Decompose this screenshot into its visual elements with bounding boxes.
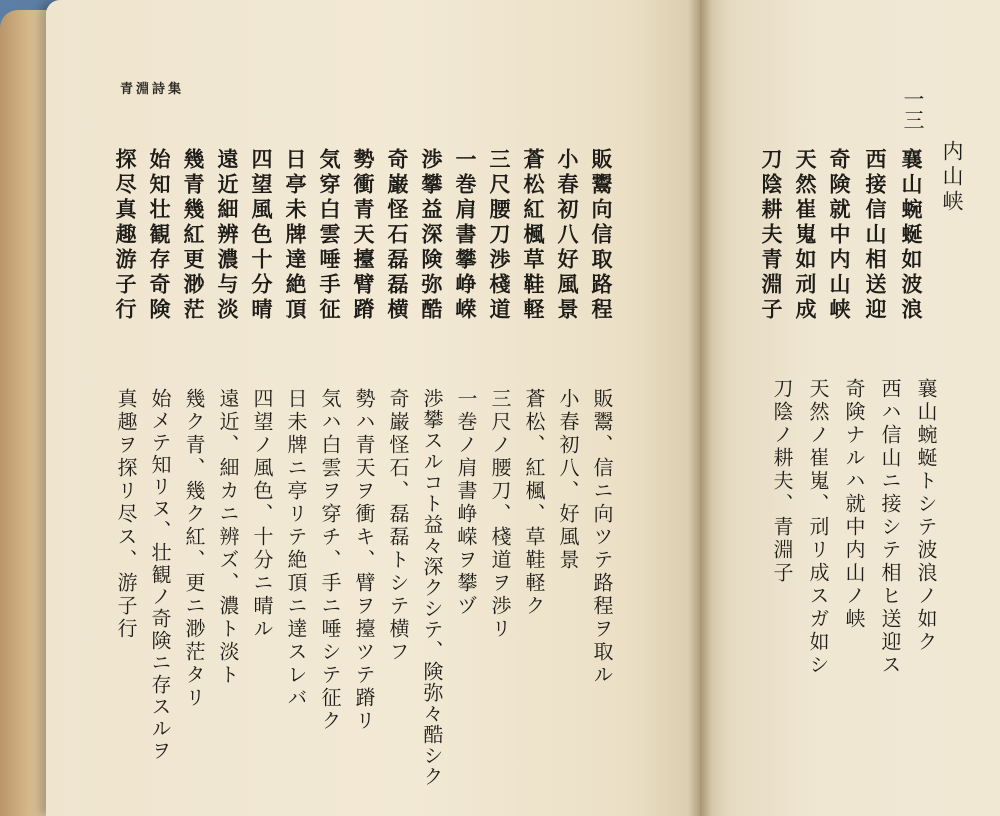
right-original-line: 襄山蜿蜒如波浪 bbox=[899, 148, 924, 323]
left-original-line: 始知壮観存奇険 bbox=[147, 148, 172, 323]
right-original-line: 天然崔嵬如刓成 bbox=[793, 148, 818, 323]
left-reading-line: 気ハ白雲ヲ穿チ、手ニ唾シテ征ク bbox=[318, 388, 342, 733]
left-original-line: 四望風色十分晴 bbox=[249, 148, 274, 323]
poem-title: 内山峡 bbox=[940, 140, 964, 215]
right-reading-line: 天然ノ崔嵬、刓リ成スガ如シ bbox=[806, 378, 830, 677]
left-reading-line: 始メテ知リヌ、壮観ノ奇険ニ存スルヲ bbox=[148, 388, 172, 762]
right-original-line: 奇険就中内山峡 bbox=[827, 148, 852, 323]
running-header: 青淵詩集 bbox=[120, 82, 185, 97]
left-original-line: 蒼松紅楓草鞋軽 bbox=[521, 148, 546, 323]
left-original-line: 幾青幾紅更渺茫 bbox=[181, 148, 206, 323]
left-reading-line: 日未牌ニ亭リテ絶頂ニ達スレバ bbox=[284, 388, 308, 710]
left-original-line: 遠近細辨濃与淡 bbox=[215, 148, 240, 323]
left-reading-line: 販鬻、信ニ向ツテ路程ヲ取ル bbox=[590, 388, 614, 687]
left-original-line: 気穿白雲唾手征 bbox=[317, 148, 342, 323]
left-original-line: 三尺腰刀渉棧道 bbox=[487, 148, 512, 323]
right-original-line: 西接信山相送迎 bbox=[863, 148, 888, 323]
left-reading-line: 一巻ノ肩書峥嵘ヲ攀ヅ bbox=[454, 388, 478, 618]
left-reading-line: 小春初八、好風景 bbox=[556, 388, 580, 572]
right-original-line: 刀陰耕夫青淵子 bbox=[759, 148, 784, 323]
left-original-line: 販鬻向信取路程 bbox=[589, 148, 614, 323]
right-reading-line: 襄山蜿蜒トシテ波浪ノ如ク bbox=[914, 378, 938, 654]
left-reading-line: 四望ノ風色、十分ニ晴ル bbox=[250, 388, 274, 641]
left-original-line: 奇巌怪石磊磊横 bbox=[385, 148, 410, 323]
left-reading-line: 奇巌怪石、磊磊トシテ横フ bbox=[386, 388, 410, 664]
book-gutter bbox=[688, 0, 712, 816]
left-original-line: 日亭未牌達絶頂 bbox=[283, 148, 308, 323]
page-number: 一三 bbox=[901, 88, 925, 130]
left-reading-line: 勢ハ青天ヲ衝キ、臂ヲ擡ツテ蹐リ bbox=[352, 388, 376, 733]
left-original-line: 勢衝青天擡臂蹐 bbox=[351, 148, 376, 323]
left-original-line: 小春初八好風景 bbox=[555, 148, 580, 323]
right-reading-line: 西ハ信山ニ接シテ相ヒ送迎ス bbox=[878, 378, 902, 677]
left-reading-line: 渉攀スルコト益々深クシテ、険弥々酷シク bbox=[420, 388, 444, 787]
left-original-line: 探尽真趣游子行 bbox=[113, 148, 138, 323]
left-original-line: 一巻肩書攀峥嵘 bbox=[453, 148, 478, 323]
right-reading-line: 刀陰ノ耕夫、青淵子 bbox=[770, 378, 794, 585]
left-reading-line: 幾ク青、幾ク紅、更ニ渺茫タリ bbox=[182, 388, 206, 710]
left-original-line: 渉攀益深険弥酷 bbox=[419, 148, 444, 323]
left-reading-line: 遠近、細カニ辨ズ、濃ト淡ト bbox=[216, 388, 240, 687]
left-reading-line: 蒼松、紅楓、草鞋軽ク bbox=[522, 388, 546, 618]
left-reading-line: 三尺ノ腰刀、棧道ヲ渉リ bbox=[488, 388, 512, 641]
right-reading-line: 奇険ナルハ就中内山ノ峡 bbox=[842, 378, 866, 631]
left-reading-line: 真趣ヲ探リ尽ス、游子行 bbox=[114, 388, 138, 641]
